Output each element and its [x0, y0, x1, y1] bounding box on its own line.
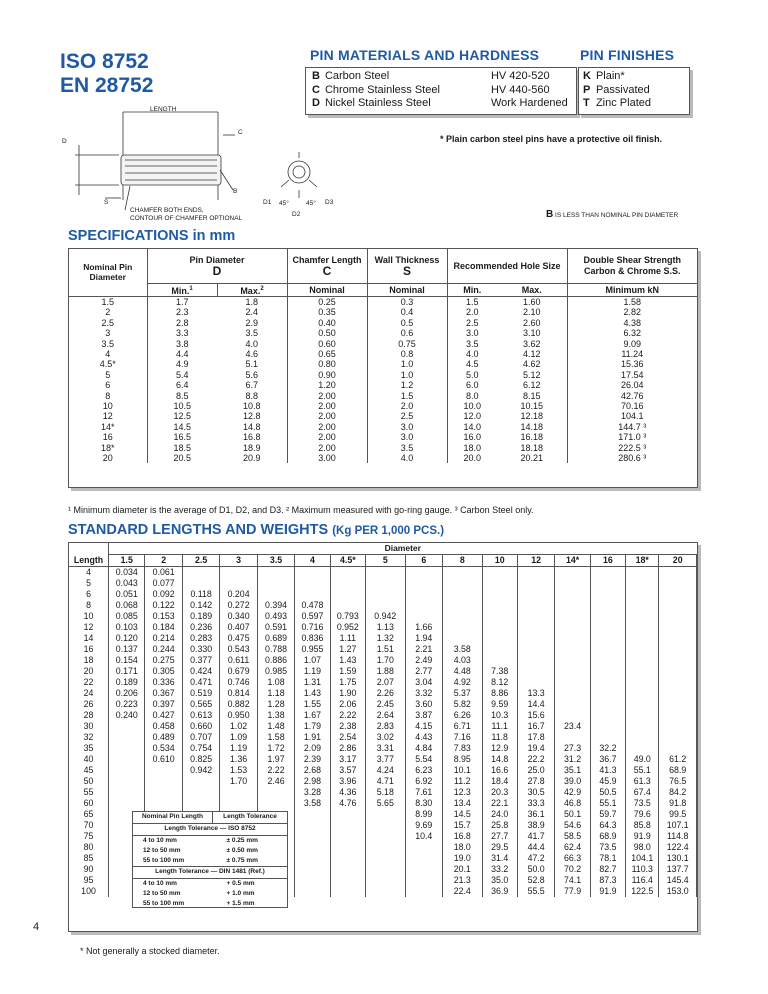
length-row: 22 0.189 0.336 0.471 0.746 1.08 1.31 1.75 2.07 3.04 4.92 8.12	[69, 677, 697, 688]
standard-en: EN 28752	[60, 74, 154, 97]
spec-row: 5 5.4 5.6 0.90 1.0 5.0 5.12 17.54	[69, 370, 697, 380]
length-row: 90 20.1 33.2 50.0 70.2 82.7 110.3 137.7	[69, 864, 697, 875]
length-row: 95 21.3 35.0 52.8 74.1 87.3 116.4 145.4	[69, 875, 697, 886]
diameter-header: Diameter	[109, 543, 697, 555]
length-row: 35 0.534 0.754 1.19 1.72 2.09 2.86 3.31 4.84 7.83 12.9 19.4 27.3 32.2	[69, 743, 697, 754]
length-row: 26 0.223 0.397 0.565 0.882 1.28 1.55 2.06 2.45 3.60 5.82 9.59 14.4	[69, 699, 697, 710]
length-row: 100 22.4 36.9 55.5 77.9 91.9 122.5 153.0	[69, 886, 697, 897]
length-row: 4 0.034 0.061	[69, 567, 697, 579]
length-row: 80 18.0 29.5 44.4 62.4 73.5 98.0 122.4	[69, 842, 697, 853]
diameter-col-header: 1.5	[109, 555, 145, 567]
length-row: 85 19.0 31.4 47.2 66.3 78.1 104.1 130.1	[69, 853, 697, 864]
length-row: 6 0.051 0.092 0.118 0.204	[69, 589, 697, 600]
diameter-col-header: 16	[590, 555, 625, 567]
angle-1: 45°	[279, 200, 289, 207]
spec-row: 3 3.3 3.5 0.50 0.6 3.0 3.10 6.32	[69, 328, 697, 338]
chamfer-note-2: CONTOUR OF CHAMFER OPTIONAL	[130, 215, 243, 222]
length-row: 32 0.489 0.707 1.09 1.58 1.91 2.54 3.02 4.43 7.16 11.8 17.8	[69, 732, 697, 743]
diameter-col-header: 8	[443, 555, 483, 567]
d1-label: D1	[263, 199, 272, 206]
length-row: 8 0.068 0.122 0.142 0.272 0.394 0.478	[69, 600, 697, 611]
spec-head-wall: Wall Thickness S	[367, 249, 447, 283]
length-row: 55 3.28 4.36 5.18 7.61 12.3 20.3 30.5 42.9 50.5 67.4 84.2	[69, 787, 697, 798]
diameter-col-header: 2.5	[182, 555, 219, 567]
length-row: 28 0.240 0.427 0.613 0.950 1.38 1.67 2.22 2.64 3.87 6.26 10.3 15.6	[69, 710, 697, 721]
length-row: 10 0.085 0.153 0.189 0.340 0.493 0.597 0.793 0.942	[69, 611, 697, 622]
spec-row: 10 10.5 10.8 2.00 2.0 10.0 10.15 70.16	[69, 401, 697, 411]
length-label: LENGTH	[150, 106, 177, 113]
spec-head-chamfer: Chamfer Length C	[287, 249, 367, 283]
length-row: 5 0.043 0.077	[69, 578, 697, 589]
spec-row: 2 2.3 2.4 0.35 0.4 2.0 2.10 2.82	[69, 307, 697, 317]
lengths-footnote: * Not generally a stocked diameter.	[80, 946, 220, 956]
finish-row: P Passivated	[583, 83, 650, 96]
spec-footnote: ¹ Minimum diameter is the average of D1, D2, and D3. ² Maximum measured with go-ring gauge. ³ Carbon Steel only.	[68, 505, 534, 515]
finish-row: T Zinc Plated	[583, 97, 651, 109]
length-row: 16 0.137 0.244 0.330 0.543 0.788 0.955 1.27 1.51 2.21 3.58	[69, 644, 697, 655]
length-row: 45 0.942 1.53 2.22 2.68 3.57 4.24 6.23 10.1 16.6 25.0 35.1 41.3 55.1 68.9	[69, 765, 697, 776]
spec-head-shear: Double Shear Strength Carbon & Chrome S.S.	[567, 249, 697, 283]
length-header: Length	[69, 555, 109, 567]
tolerance-box	[132, 811, 288, 908]
diameter-col-header: 4	[295, 555, 330, 567]
standard-iso: ISO 8752	[60, 50, 149, 73]
spec-head-hole: Recommended Hole Size	[447, 249, 567, 283]
spec-row: 2.5 2.8 2.9 0.40 0.5 2.5 2.60 4.38	[69, 318, 697, 328]
angle-2: 45°	[306, 200, 316, 207]
material-row: D Nickel Stainless Steel Work Hardened	[312, 97, 568, 109]
finishes-box	[578, 67, 690, 115]
diameter-col-header: 10	[482, 555, 517, 567]
finish-row: K Plain*	[583, 70, 625, 82]
spec-row: 12 12.5 12.8 2.00 2.5 12.0 12.18 104.1	[69, 411, 697, 421]
diameter-col-header: 3	[220, 555, 257, 567]
material-row: B Carbon Steel HV 420-520	[312, 70, 550, 82]
diameter-col-header: 14*	[555, 555, 590, 567]
length-row: 20 0.171 0.305 0.424 0.679 0.985 1.19 1.59 1.88 2.77 4.48 7.38	[69, 666, 697, 677]
b-note: B IS LESS THAN NOMINAL PIN DIAMETER	[546, 209, 679, 220]
spec-row: 4.5* 4.9 5.1 0.80 1.0 4.5 4.62 15.36	[69, 359, 697, 369]
spec-row: 18* 18.5 18.9 2.00 3.5 18.0 18.18 222.5 ³	[69, 443, 697, 453]
spec-box	[68, 248, 698, 488]
length-row: 30 0.458 0.660 1.02 1.48 1.79 2.38 2.83 4.15 6.71 11.1 16.7 23.4	[69, 721, 697, 732]
spec-row: 3.5 3.8 4.0 0.60 0.75 3.5 3.62 9.09	[69, 339, 697, 349]
length-row: 40 0.610 0.825 1.36 1.97 2.39 3.17 3.77 5.54 8.95 14.8 22.2 31.2 36.7 49.0 61.2	[69, 754, 697, 765]
material-row: C Chrome Stainless Steel HV 440-560	[312, 83, 550, 96]
spec-head-nominal: Nominal Pin Diameter	[69, 249, 147, 296]
length-row: 75 10.4 16.8 27.7 41.7 58.5 68.9 91.9 114.8	[69, 831, 697, 842]
finishes-table	[583, 70, 654, 111]
diameter-col-header: 2	[145, 555, 182, 567]
length-row: 60 3.58 4.76 5.65 8.30 13.4 22.1 33.3 46.8 55.1 73.5 91.8	[69, 798, 697, 809]
diameter-col-header: 12	[517, 555, 554, 567]
spec-head-pin-diameter: Pin Diameter D	[147, 249, 287, 283]
diameter-col-header: 18*	[626, 555, 659, 567]
page-number: 4	[33, 921, 40, 933]
spec-table: Nominal Pin Diameter Pin Diameter D Chamfer Length C Wall Thickness S Recommended Hole Size Double Shear Strength Carbon & Chrome S.S. Min.$^1$ Max.$^2$ Nominal Nominal Min. Max. Minimum kN 1.5 1.7 1.8 0.25 0.3 1.5 1.60 1.58 2 2.3 2.4 0.35 0.4 2.0 2.10 2.82 2.5 2.8 2.9 0.40 0.5 2.5 2.60 4.38 3 3.3 3.5 0.50 0.6 3.0 3.10 6.32 3.5 3.8 4.0 0.60 0.75 3.5 3.62 9.09 4 4.4 4.6 0.65 0.8 4.0 4.12 11.24 4.5* 4.9 5.1 0.80 1.0 4.5 4.62 15.36 5 5.4 5.6 0.90 1.0 5.0 5.12 17.54 6 6.4 6.7 1.20 1.2 6.0 6.12 26.04 8 8.5 8.8 2.00 1.5 8.0 8.15 42.76 10 10.5 10.8 2.00 2.0 10.0 10.15 70.16 12 12.5 12.8 2.00 2.5 12.0 12.18 104.1 14* 14.5 14.8 2.00 3.0 14.0 14.18 144.7 ³ 16 16.5 16.8 2.00 3.0 16.0 16.18 171.0 ³ 18* 18.5 18.9 2.00 3.5 18.0 18.18 222.5 ³ 20 20.5 20.9 3.00 4.0 20.0 20.21 280.6 ³	[69, 249, 697, 463]
spec-row: 4 4.4 4.6 0.65 0.8 4.0 4.12 11.24	[69, 349, 697, 359]
d2-label: D2	[292, 211, 301, 218]
diameter-col-header: 3.5	[257, 555, 294, 567]
b-label: B	[233, 188, 238, 195]
oil-note: * Plain carbon steel pins have a protective oil finish.	[440, 134, 663, 144]
length-row: 70 9.69 15.7 25.8 38.9 54.6 64.3 85.8 107.1	[69, 820, 697, 831]
lengths-title: STANDARD LENGTHS AND WEIGHTS (Kg PER 1,000 PCS.)	[68, 522, 445, 538]
spec-row: 8 8.5 8.8 2.00 1.5 8.0 8.15 42.76	[69, 391, 697, 401]
finishes-title: PIN FINISHES	[580, 47, 675, 63]
diameter-col-header: 5	[366, 555, 406, 567]
chamfer-note-1: CHAMFER BOTH ENDS,	[130, 207, 204, 214]
d-label: D	[62, 138, 67, 145]
length-row: 24 0.206 0.367 0.519 0.814 1.18 1.43 1.90 2.26 3.32 5.37 8.86 13.3	[69, 688, 697, 699]
length-row: 12 0.103 0.184 0.236 0.407 0.591 0.716 0.952 1.13 1.66	[69, 622, 697, 633]
diameter-col-header: 6	[405, 555, 442, 567]
spec-row: 1.5 1.7 1.8 0.25 0.3 1.5 1.60 1.58	[69, 296, 697, 307]
spec-row: 20 20.5 20.9 3.00 4.0 20.0 20.21 280.6 ³	[69, 453, 697, 463]
standard-title	[60, 50, 153, 98]
spec-title: SPECIFICATIONS in mm	[68, 228, 236, 244]
materials-title: PIN MATERIALS AND HARDNESS	[310, 47, 540, 63]
diameter-col-header: 4.5*	[330, 555, 365, 567]
c-label: C	[238, 129, 243, 136]
length-row: 18 0.154 0.275 0.377 0.611 0.886 1.07 1.43 1.70 2.49 4.03	[69, 655, 697, 666]
diameter-col-header: 20	[659, 555, 697, 567]
tolerance-table: Nominal Pin Length Length Tolerance Length Tolerance — ISO 8752 4 to 10 mm ± 0.25 mm 12 to 50 mm ± 0.50 mm 55 to 100 mm ± 0.75 mm Length Tolerance — DIN 1481 (Ref.) 4 to 10 mm + 0.5 mm 12 to 50 mm + 1.0 mm 55 to 100 mm + 1.5 mm	[133, 812, 287, 909]
spec-row: 6 6.4 6.7 1.20 1.2 6.0 6.12 26.04	[69, 380, 697, 390]
length-row: 50 1.70 2.46 2.98 3.96 4.71 6.92 11.2 18.4 27.8 39.0 45.9 61.3 76.5	[69, 776, 697, 787]
s-label: S	[104, 199, 109, 206]
length-row: 14 0.120 0.214 0.283 0.475 0.689 0.836 1.11 1.32 1.94	[69, 633, 697, 644]
spec-row: 16 16.5 16.8 2.00 3.0 16.0 16.18 171.0 ³	[69, 432, 697, 442]
length-row: 65 8.99 14.5 24.0 36.1 50.1 59.7 79.6 99.5	[69, 809, 697, 820]
spec-row: 14* 14.5 14.8 2.00 3.0 14.0 14.18 144.7 ³	[69, 422, 697, 432]
d3-label: D3	[325, 199, 334, 206]
